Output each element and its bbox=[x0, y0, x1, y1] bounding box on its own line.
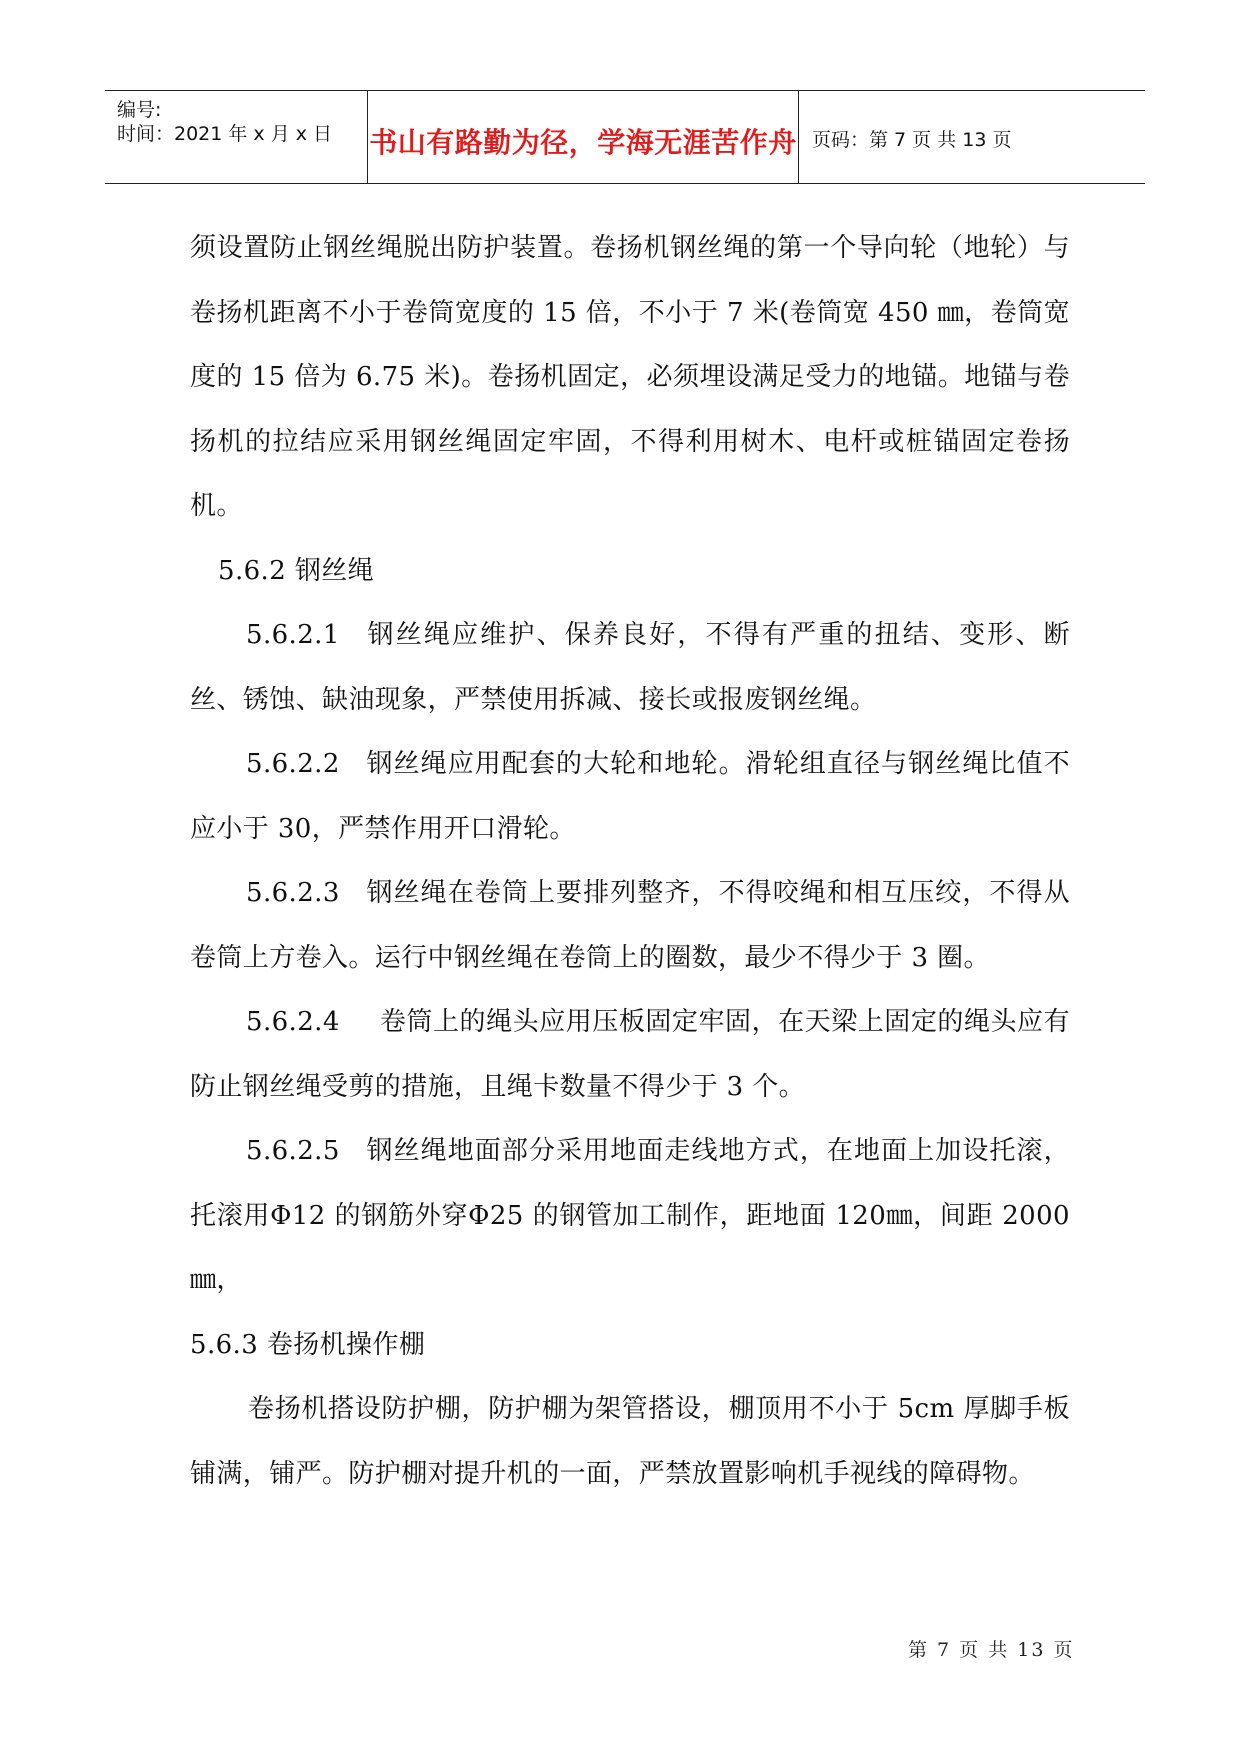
header-page-label: 页码：第 7 页 共 13 页 bbox=[812, 129, 1012, 151]
clause-text: 卷筒上的绳头应用压板固定牢固，在天梁上固定的绳头应有防止钢丝绳受剪的措施，且绳卡数量不得少于 3 个。 bbox=[190, 1007, 1070, 1102]
clause-5-6-2-3 bbox=[190, 861, 1070, 990]
document-header bbox=[105, 90, 1145, 184]
clause-number: 5.6.2.2 bbox=[246, 749, 340, 779]
paragraph-operation-shed: 卷扬机搭设防护棚，防护棚为架管搭设，棚顶用不小于 5cm 厚脚手板铺满，铺严。防护棚对提升机的一面，严禁放置影响机手视线的障碍物。 bbox=[190, 1394, 1070, 1489]
header-right-cell bbox=[800, 91, 1145, 183]
document-number-label: 编号: bbox=[117, 99, 162, 121]
clause-5-6-2-4 bbox=[190, 990, 1070, 1119]
section-heading-5-6-2: 5.6.2 钢丝绳 bbox=[218, 555, 375, 586]
page-footer: 第 7 页 共 13 页 bbox=[908, 1639, 1075, 1661]
header-left-cell bbox=[105, 91, 368, 183]
clause-number: 5.6.2.4 bbox=[246, 1007, 340, 1037]
clause-number: 5.6.2.3 bbox=[246, 878, 340, 908]
header-motto: 书山有路勤为径，学海无涯苦作舟 bbox=[369, 126, 797, 159]
clause-5-6-2-5 bbox=[190, 1119, 1070, 1313]
clause-number: 5.6.2.5 bbox=[246, 1136, 340, 1166]
paragraph-winch-anchor: 须设置防止钢丝绳脱出防护装置。卷扬机钢丝绳的第一个导向轮（地轮）与卷扬机距离不小于卷筒宽度的 15 倍，不小于 7 米(卷筒宽 450 ㎜，卷筒宽度的 15 倍为 6.75 米)。卷扬机固定，必须埋设满足受力的地锚。地锚与卷扬机的拉结应采用钢丝绳固定牢固，不得利用树木、电杆或桩锚固定卷扬机。 bbox=[190, 233, 1070, 521]
header-middle-cell bbox=[368, 91, 799, 183]
clause-5-6-2-1 bbox=[190, 603, 1070, 732]
document-time-label: 时间：2021 年 x 月 x 日 bbox=[117, 123, 333, 145]
section-heading-5-6-3: 5.6.3 卷扬机操作棚 bbox=[190, 1329, 426, 1360]
clause-text: 钢丝绳地面部分采用地面走线地方式，在地面上加设托滚，托滚用Φ12 的钢筋外穿Φ25 的钢管加工制作，距地面 120㎜，间距 2000㎜， bbox=[190, 1136, 1070, 1295]
clause-5-6-2-2 bbox=[190, 732, 1070, 861]
document-body bbox=[190, 216, 1070, 1506]
clause-text: 钢丝绳在卷筒上要排列整齐，不得咬绳和相互压绞，不得从卷筒上方卷入。运行中钢丝绳在卷筒上的圈数，最少不得少于 3 圈。 bbox=[190, 878, 1070, 973]
clause-number: 5.6.2.1 bbox=[246, 620, 340, 650]
clause-text: 钢丝绳应用配套的大轮和地轮。滑轮组直径与钢丝绳比值不应小于 30，严禁作用开口滑轮。 bbox=[190, 749, 1070, 844]
clause-text: 钢丝绳应维护、保养良好，不得有严重的扭结、变形、断丝、锈蚀、缺油现象，严禁使用拆减、接长或报废钢丝绳。 bbox=[190, 620, 1070, 715]
